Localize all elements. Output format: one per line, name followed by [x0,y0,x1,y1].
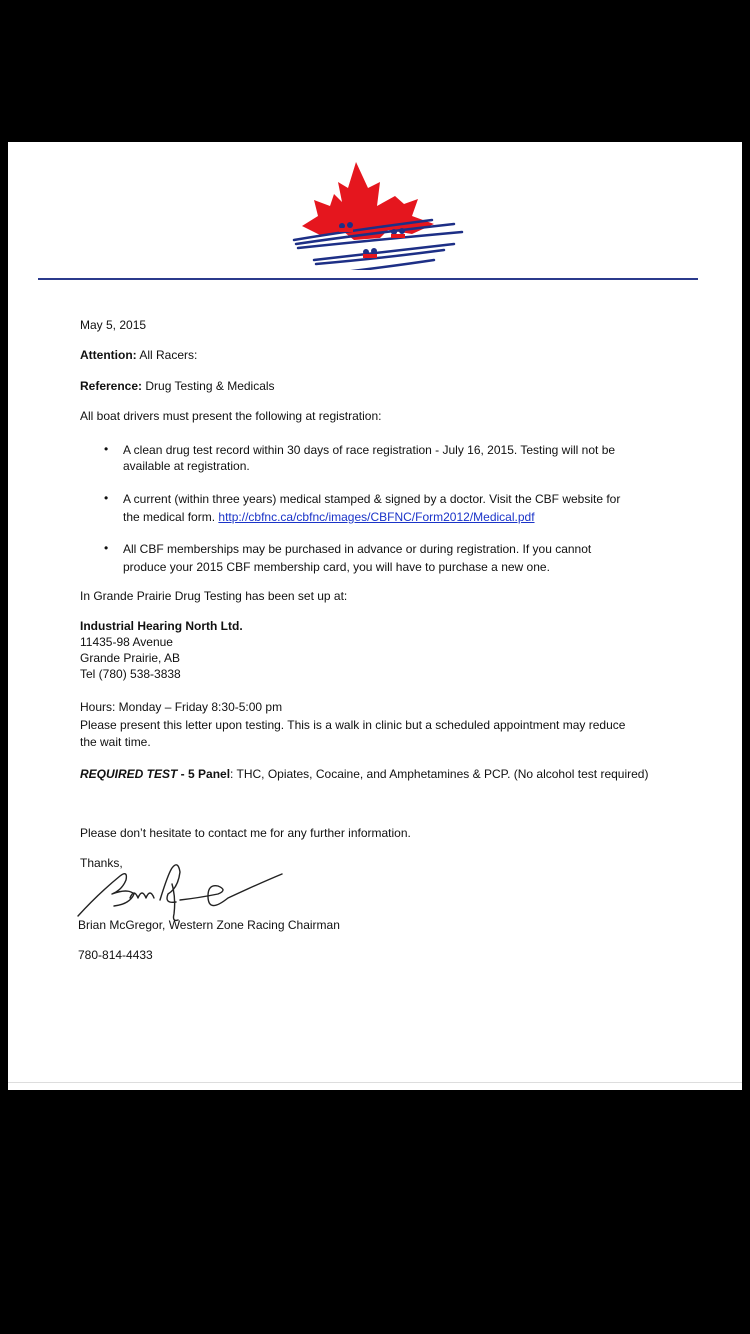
footer-rule [8,1082,742,1083]
signer-phone: 780-814-4433 [78,948,153,962]
reference-line [80,378,275,394]
clinic-name: Industrial Hearing North Ltd. [80,619,243,633]
testing-intro: In Grande Prairie Drug Testing has been set up at: [80,589,348,603]
bullet-2-line-1: A current (within three years) medical stamped & signed by a doctor. Visit the CBF website for [123,492,621,506]
bullet-1-line-2: available at registration. [123,459,250,473]
required-text: : THC, Opiates, Cocaine, and Amphetamines & PCP. (No alcohol test required) [230,767,649,781]
bullet-3-line-2: produce your 2015 CBF membership card, you will have to purchase a new one. [123,560,550,574]
signer-name: Brian McGregor, Western Zone Racing Chairman [78,918,340,932]
contact-text: Please don’t hesitate to contact me for any further information. [80,826,411,840]
thanks-text: Thanks, [80,856,123,870]
bullet-1-line-1: A clean drug test record within 30 days of race registration - July 16, 2015. Testing will not be [123,443,616,457]
present-line-1: Please present this letter upon testing. This is a walk in clinic but a scheduled appointment may reduce [80,718,626,732]
bullet-dot: • [104,491,109,505]
intro-text: All boat drivers must present the following at registration: [80,409,382,423]
clinic-tel: Tel (780) 538-3838 [80,667,181,681]
panel-label: 5 Panel [188,767,231,781]
hours-text: Hours: Monday – Friday 8:30-5:00 pm [80,700,283,714]
handwritten-signature [68,854,298,924]
required-test-line [80,766,648,782]
maple-leaf-boats-logo [284,152,474,270]
bullet-dot: • [104,442,109,456]
attention-line [80,347,197,363]
attention-label: Attention: [80,348,137,362]
required-dash: - [177,767,189,781]
required-label: REQUIRED TEST [80,767,178,781]
bullet-3-line-1: All CBF memberships may be purchased in advance or during registration. If you cannot [123,542,592,556]
letter-date: May 5, 2015 [80,318,147,332]
medical-form-link[interactable]: http://cbfnc.ca/cbfnc/images/CBFNC/Form2012/Medical.pdf [218,510,535,524]
bullet-2-line-2 [123,509,535,525]
bullet-dot: • [104,541,109,555]
clinic-street: 11435-98 Avenue [80,635,173,649]
letter-page [8,142,742,1090]
header-rule [38,278,698,280]
reference-value: Drug Testing & Medicals [145,379,275,393]
present-line-2: the wait time. [80,735,151,749]
attention-value: All Racers: [139,348,198,362]
bullet-2-prefix: the medical form. [123,510,216,524]
reference-label: Reference: [80,379,143,393]
clinic-city: Grande Prairie, AB [80,651,181,665]
